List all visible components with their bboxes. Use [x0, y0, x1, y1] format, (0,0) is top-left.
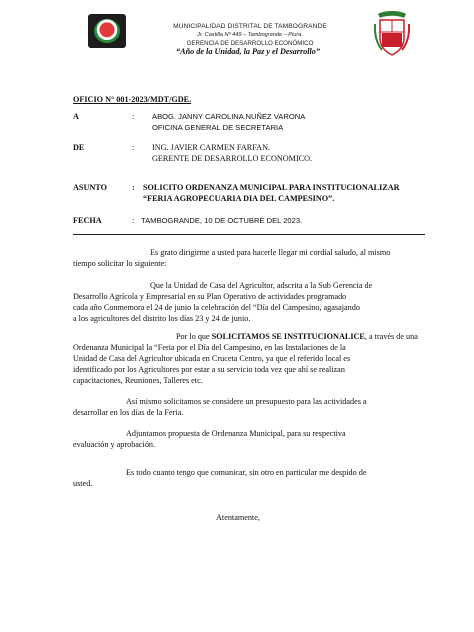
body-p5-line-2: evaluación y aprobación. — [73, 440, 156, 449]
body-p4-line-2: desarrollar en los días de la Feria. — [73, 408, 184, 417]
body-p2-line-4: a los agricultores del distrito los días 23 y 24 de junio. — [73, 314, 251, 323]
body-p3-line-5: capacitaciones, Reuniones, Talleres etc. — [73, 376, 203, 385]
body-p3-end: , a través de una — [364, 332, 418, 341]
to-office: OFICINA GENERAL DE SECRETARIA — [152, 123, 284, 132]
body-p3-line-1 — [176, 331, 418, 342]
to-colon: : — [132, 112, 135, 121]
body-p3-line-3: Unidad de Casa del Agricultor ubicada en Cruceta Centro, ya que el referido local es — [73, 354, 351, 363]
body-p4-line-1: Así mismo solicitamos se considere un presupuesto para las actividades a — [126, 397, 367, 406]
header-motto: “Año de la Unidad, la Paz y el Desarrollo” — [176, 47, 320, 56]
header-address: Jr. Castilla Nº 449 – Tambogrande – Piura. — [197, 32, 303, 38]
body-p5-line-1: Adjuntamos propuesta de Ordenanza Municipal, para su respectiva — [126, 429, 346, 438]
subject-line-1: SOLICITO ORDENANZA MUNICIPAL PARA INSTITUCIONALIZAR — [143, 183, 400, 192]
from-name: ING. JAVIER CARMEN FARFAN. — [152, 143, 271, 152]
body-p3-start: Por lo que — [176, 332, 210, 341]
municipal-logo-icon — [88, 14, 126, 48]
from-office: GERENTE DE DESARROLLO ECONOMICO. — [152, 154, 313, 163]
date-colon: : — [132, 216, 135, 225]
date-label: FECHA — [73, 216, 102, 225]
body-p3-line-2: Ordenanza Municipal la “Feria por el Día del Campesino, en las Instalaciones de la — [73, 343, 346, 352]
document-number: OFICIO N° 001-2023/MDT/GDE. — [73, 95, 192, 104]
to-name: ABOG. JANNY CAROLINA NUÑEZ VARONA — [152, 112, 306, 121]
body-p3-bold: SOLICITAMOS SE INSTITUCIONALICE — [211, 332, 365, 341]
body-p6-line-1: Es todo cuanto tengo que comunicar, sin otro en particular me despido de — [126, 468, 367, 477]
from-colon: : — [132, 143, 135, 152]
header-divider — [73, 234, 425, 235]
to-label: A — [73, 112, 79, 121]
header-institution: MUNICIPALIDAD DISTRITAL DE TAMBOGRANDE — [173, 23, 327, 30]
body-p1-line-1: Es grato dirigirme a usted para hacerle llegar mi cordial saludo, al mismo — [150, 248, 391, 257]
closing-text: Atentamente, — [216, 513, 260, 522]
from-label: DE — [73, 143, 85, 152]
subject-label: ASUNTO — [73, 183, 107, 192]
body-p3-line-4: identificado por los Agricultores por estar a su servicio toda vez que ahí se realizan — [73, 365, 345, 374]
body-p6-line-2: usted. — [73, 479, 93, 488]
subject-colon: : — [132, 183, 135, 192]
body-p2-line-3: cada año Conmemora el 24 de junio la celebración del “Día del Campesino, agasajando — [73, 303, 360, 312]
subject-line-2: “FERIA AGROPECUARIA DIA DEL CAMPESINO”. — [143, 194, 335, 203]
body-p2-line-2: Desarrollo Agrícola y Empresarial en su Plan Operativo de actividades programado — [73, 292, 347, 301]
date-value: TAMBOGRANDE, 10 DE OCTUBRE DEL 2023. — [141, 216, 303, 225]
peru-coat-of-arms-icon — [374, 10, 410, 56]
body-p2-line-1: Que la Unidad de Casa del Agricultor, adscrita a la Sub Gerencia de — [150, 281, 373, 290]
body-p1-line-2: tiempo solicitar lo siguiente: — [73, 259, 167, 268]
header-department: GERENCIA DE DESARROLLO ECONÓMICO — [186, 40, 314, 47]
